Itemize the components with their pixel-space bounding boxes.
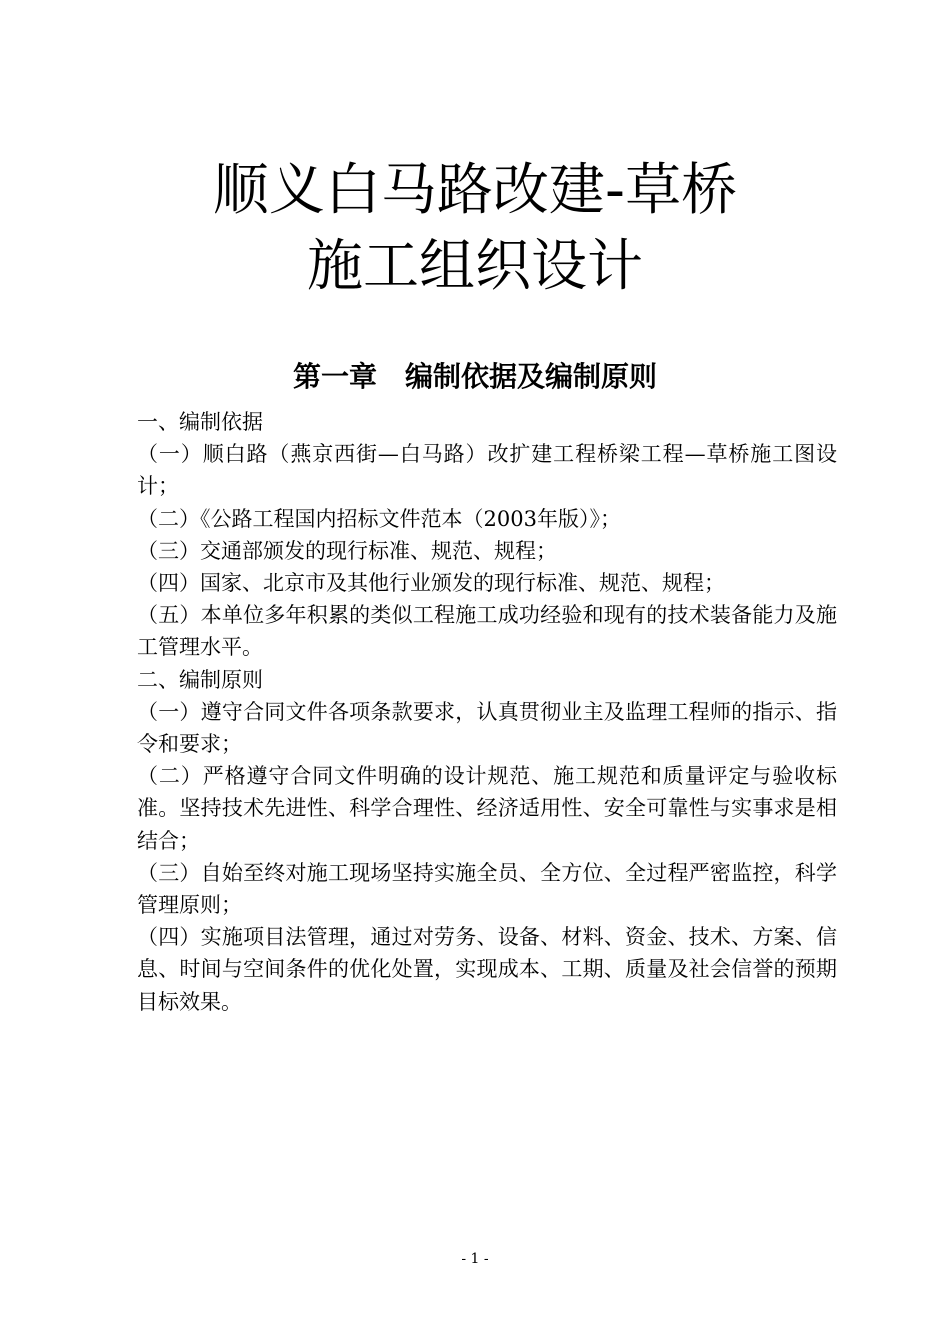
section-heading-principles: 二、编制原则 (137, 667, 263, 692)
basis-item-3: （三）交通部颁发的现行标准、规范、规程； (137, 538, 557, 563)
basis-item-1: （一）顺白路（燕京西街—白马路）改扩建工程桥梁工程—草桥施工图设计； (137, 442, 837, 499)
basis-item-4: （四）国家、北京市及其他行业颁发的现行标准、规范、规程； (137, 571, 725, 596)
principle-item-2: （二）严格遵守合同文件明确的设计规范、施工规范和质量评定与验收标准。坚持技术先进性、科学合理性、经济适用性、安全可靠性与实事求是相结合； (137, 764, 837, 853)
chapter-heading: 第一章 编制依据及编制原则 (292, 360, 657, 393)
body-text (137, 406, 837, 1018)
document-title-line-2: 施工组织设计 (307, 234, 643, 299)
principle-item-3: （三）自始至终对施工现场坚持实施全员、全方位、全过程严密监控，科学管理原则； (137, 860, 837, 918)
basis-item-2: （二）《公路工程国内招标文件范本（2003年版）》； (137, 506, 621, 531)
page-number: - 1 - (461, 1251, 489, 1267)
section-heading-basis: 一、编制依据 (137, 410, 263, 434)
principle-item-1: （一）遵守合同文件各项条款要求，认真贯彻业主及监理工程师的指示、指令和要求； (137, 699, 837, 757)
principle-item-4: （四）实施项目法管理，通过对劳务、设备、材料、资金、技术、方案、信息、时间与空间条件的优化处置，实现成本、工期、质量及社会信誉的预期目标效果。 (137, 925, 837, 1014)
document-title-line-1: 顺义白马路改建-草桥 (212, 158, 738, 223)
basis-item-5: （五）本单位多年积累的类似工程施工成功经验和现有的技术装备能力及施工管理水平。 (137, 603, 837, 660)
